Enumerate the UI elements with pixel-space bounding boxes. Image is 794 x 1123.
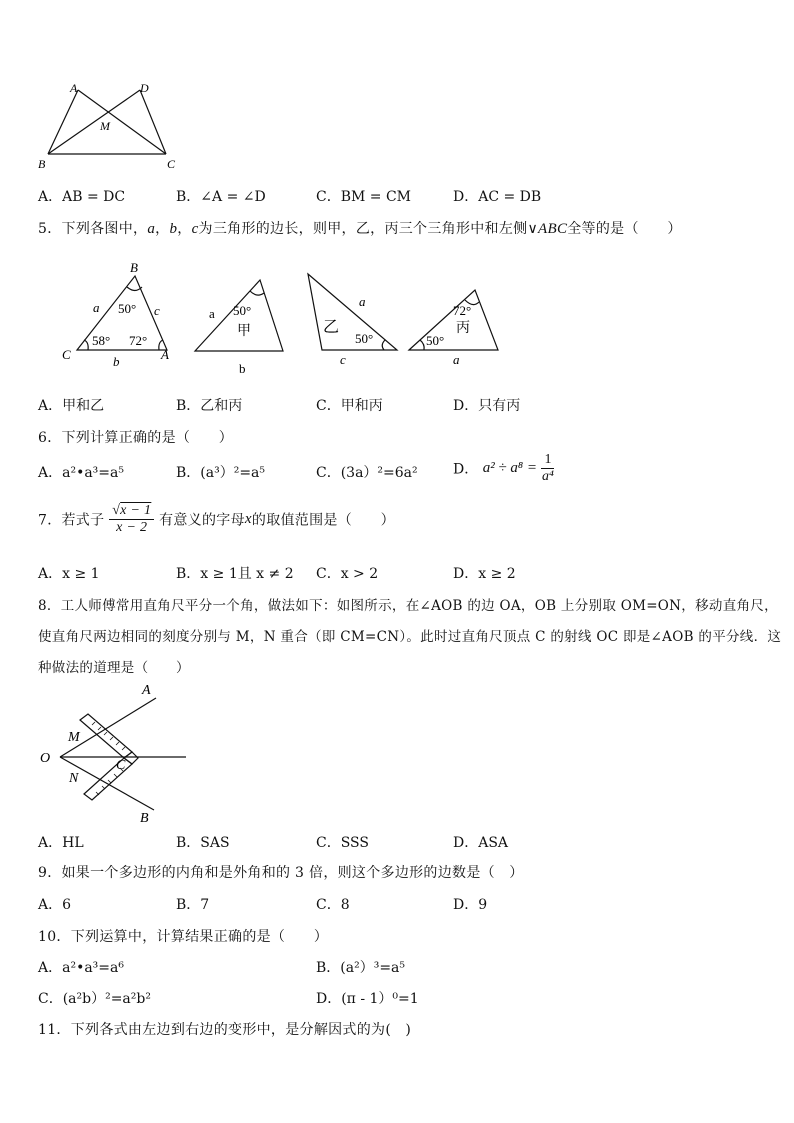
q7-stem: 7．若式子 $\frac{√x - 1}{x - 2}$ 有意义的字母x的取值范围是（ ）: [38, 503, 395, 535]
q10-option-a: A．a²•a³=a⁶: [38, 960, 124, 976]
q4-option-c: C．BM = CM: [316, 189, 412, 205]
q5-main-B: B: [130, 260, 138, 275]
q5-bing-angle-top: 72°: [453, 303, 472, 318]
q8-line-2: 使直角尺两边相同的刻度分别与 M，N 重合（即 CM=CN）。此时过直角尺顶点 C 的射线 OC 即是∠AOB 的平分线．这: [38, 629, 782, 645]
q10-option-d: D．(π - 1）⁰=1: [316, 991, 419, 1007]
q4-option-d: D．AC = DB: [453, 189, 542, 205]
q8-option-c: C．SSS: [316, 835, 369, 851]
q9-option-d: D．9: [453, 897, 488, 913]
q9-option-a: A．6: [38, 897, 72, 913]
q8-option-b: B．SAS: [176, 835, 230, 851]
q5-jia-b: b: [239, 361, 246, 376]
q5-option-d: D．只有丙: [453, 398, 521, 414]
q6-option-a: A．a²•a³=a⁵: [38, 465, 124, 481]
q8-fig-label-B: B: [140, 811, 149, 824]
q10-option-b: B．(a²）³=a⁵: [316, 960, 406, 976]
q8-fig-label-O: O: [40, 751, 51, 766]
q4-option-b: B．∠A = ∠D: [176, 189, 266, 205]
q8-line-1: 8．工人师傅常用直角尺平分一个角，做法如下：如图所示，在∠AOB 的边 OA，OB 上分别取 OM=ON，移动直角尺，: [38, 598, 778, 614]
fig4-label-C: C: [167, 157, 176, 171]
q7-sqrt-icon: √: [112, 503, 121, 518]
q5-jia-name: 甲: [237, 324, 251, 339]
q10-option-c: C．(a²b）²=a²b²: [38, 991, 151, 1007]
q8-line-3: 种做法的道理是（ ）: [38, 660, 190, 676]
q5-bing-a: a: [453, 352, 460, 367]
q5-yi-c: c: [340, 352, 346, 367]
q5-option-c: C．甲和丙: [316, 398, 383, 414]
q5-main-b: b: [113, 354, 120, 369]
q4-option-a: A．AB = DC: [38, 189, 126, 205]
fig4-label-M: M: [100, 119, 110, 133]
q6-stem: 6．下列计算正确的是（ ）: [38, 430, 234, 446]
q7-option-b: B．x ≥ 1且 x ≠ 2: [176, 566, 294, 582]
q5-yi-a: a: [359, 294, 366, 309]
q7-option-c: C．x > 2: [316, 566, 379, 582]
q5-main-C: C: [62, 347, 71, 362]
q9-option-b: B．7: [176, 897, 210, 913]
q10-stem: 10．下列运算中，计算结果正确的是（ ）: [38, 929, 329, 945]
q5-option-a: A．甲和乙: [38, 398, 105, 414]
q8-option-a: A．HL: [38, 835, 84, 851]
q4-figure: [30, 78, 190, 173]
q5-jia-angle: 50°: [233, 303, 252, 318]
q5-yi-angle: 50°: [355, 331, 374, 346]
q8-figure: [36, 682, 196, 824]
q7-option-a: A．x ≥ 1: [38, 566, 100, 582]
q7-fraction: $\frac{√x - 1}{x - 2}$: [109, 503, 154, 536]
q5-yi-name: 乙: [323, 319, 340, 336]
q5-main-a: a: [93, 300, 100, 315]
fig4-label-D: D: [140, 81, 149, 95]
q6-option-c: C．(3a）²=6a²: [316, 465, 418, 481]
q9-option-c: C．8: [316, 897, 350, 913]
q6-d-fraction: $\frac{1}{\text{a⁴}}$: [542, 452, 554, 484]
q5-figure: [55, 260, 515, 378]
q5-main-c: c: [154, 303, 160, 318]
q5-stem: 5．下列各图中，a，b，c为三角形的边长，则甲，乙，丙三个三角形中和左侧∨ABC全等的是（ ）: [38, 221, 682, 237]
q6-option-b: B．(a³）²=a⁵: [176, 465, 266, 481]
q11-stem: 11．下列各式由左边到右边的变形中，是分解因式的为( ): [38, 1022, 412, 1038]
q8-option-d: D．ASA: [453, 835, 509, 851]
q8-fig-label-N: N: [69, 771, 79, 786]
fig4-label-A: A: [70, 81, 78, 95]
q5-main-angle-left: 58°: [92, 333, 111, 348]
q8-fig-label-M: M: [68, 730, 80, 745]
q5-bing-name: 丙: [456, 321, 470, 336]
q5-jia-a: a: [209, 306, 215, 321]
q9-stem: 9．如果一个多边形的内角和是外角和的 3 倍，则这个多边形的边数是（ ）: [38, 865, 524, 881]
q7-option-d: D．x ≥ 2: [453, 566, 516, 582]
q5-main-angle-right: 72°: [129, 333, 148, 348]
fig4-label-B: B: [38, 157, 46, 171]
q8-fig-label-C: C: [116, 758, 126, 773]
q5-bing-angle-left: 50°: [426, 333, 445, 348]
q6-option-d: D． a² ÷ a⁸ = $\frac{1}{\text{a⁴}}$: [453, 452, 554, 484]
q8-fig-label-A: A: [142, 683, 151, 698]
q5-option-b: B．乙和丙: [176, 398, 243, 414]
q5-main-angle-top: 50°: [118, 301, 137, 316]
q5-main-A: A: [161, 347, 169, 362]
